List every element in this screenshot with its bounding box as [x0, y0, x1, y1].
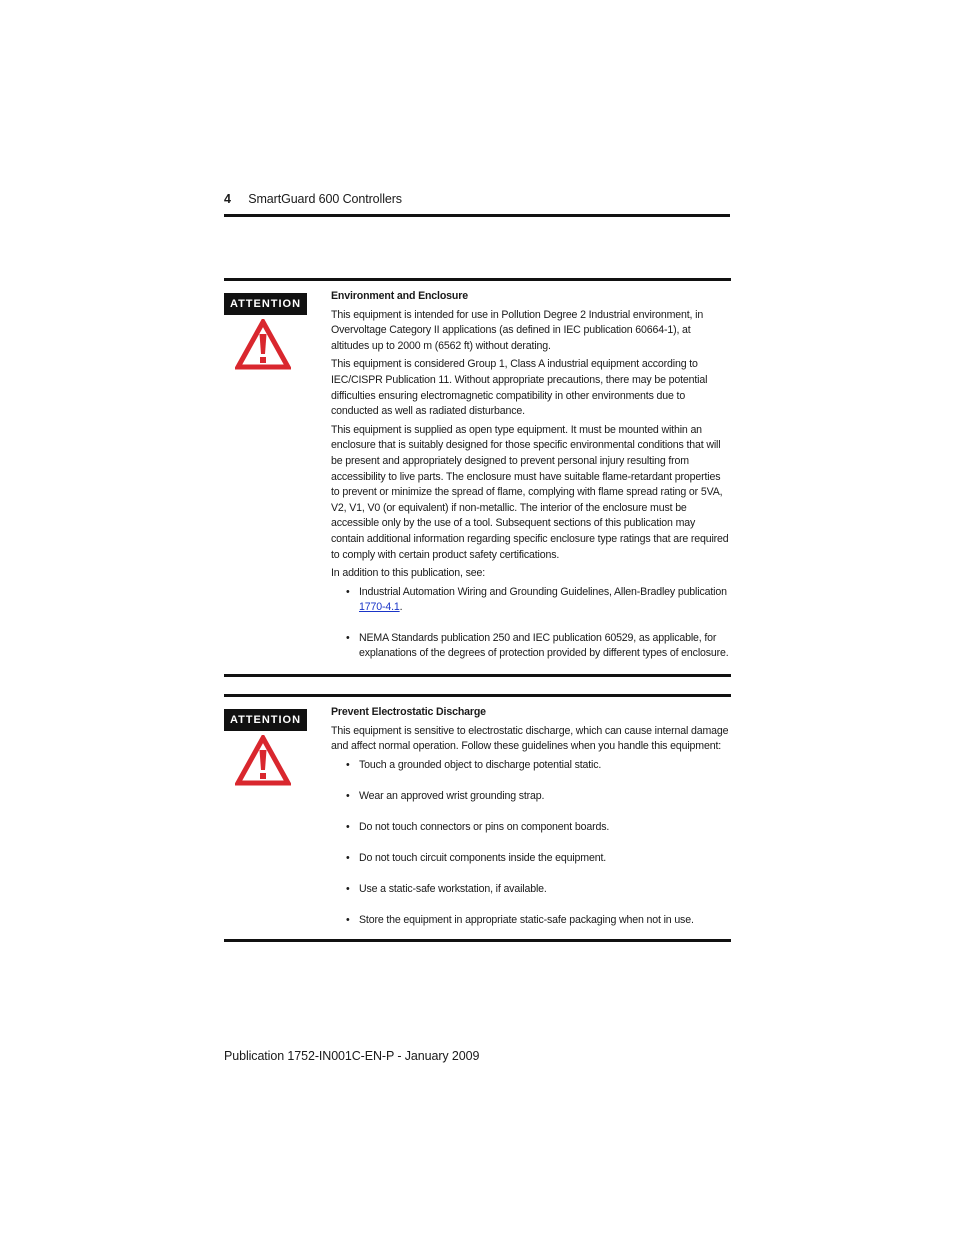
- list-item: • Store the equipment in appropriate static-safe packaging when not in use.: [331, 913, 731, 929]
- paragraph: This equipment is sensitive to electrostatic discharge, which can cause internal damage and affect normal operation. Follow these guidelines when you handle this equipment:: [331, 724, 729, 753]
- section-title: Environment and Enclosure: [331, 290, 468, 302]
- header-rule: [224, 214, 730, 217]
- paragraph: This equipment is considered Group 1, Class A industrial equipment according to IEC/CISPR Publication 11. Without appropriate precautions, there may be potential difficulties ensuring electromagnetic compatibility in other environments due to conducted as well as radiated disturbance.: [331, 358, 708, 418]
- list-item: • Do not touch connectors or pins on component boards.: [331, 820, 731, 836]
- list-item-text: Industrial Automation Wiring and Grounding Guidelines, Allen-Bradley publication: [359, 585, 727, 598]
- block-end-rule: [224, 674, 731, 677]
- paragraph: This equipment is supplied as open type equipment. It must be mounted within an enclosure that is suitably designed for those specific environmental conditions that will be present and appropriately designed to prevent personal injury resulting from accessibility to live parts. The enclosure must have suitable flame-retardant properties to prevent or minimize the spread of flame, complying with flame spread rating or 5VA, V2, V1, V0 (or equivalent) if non-metallic. The interior of the enclosure must be accessible only by the use of a tool. Subsequent sections of this publication may contain additional information regarding specific enclosure type ratings that are required to comply with certain product safety certifications.: [331, 423, 729, 561]
- reference-list: [331, 585, 731, 662]
- list-item: • Use a static-safe workstation, if available.: [331, 882, 731, 898]
- attention-block-esd: [224, 694, 731, 941]
- list-item: [331, 631, 731, 662]
- guideline-list: [331, 758, 731, 929]
- list-item-text: NEMA Standards publication 250 and IEC publication 60529, as applicable, for explanations of the degrees of protection provided by different types of enclosure.: [359, 631, 729, 660]
- paragraph: In addition to this publication, see:: [331, 567, 486, 580]
- attention-content: [331, 289, 731, 662]
- paragraph: This equipment is intended for use in Pollution Degree 2 Industrial environment, in Overvoltage Category II applications (as defined in IEC publication 60664-1), at altitudes up to 2000 m (6562 ft) without derating.: [331, 308, 704, 352]
- attention-content: [331, 705, 731, 944]
- page-header: [224, 192, 402, 206]
- list-item: • Do not touch circuit components inside the equipment.: [331, 851, 731, 867]
- list-item-punct: .: [399, 601, 403, 614]
- document-title: SmartGuard 600 Controllers: [248, 192, 402, 206]
- warning-triangle-icon: [235, 319, 291, 371]
- list-item: • Touch a grounded object to discharge potential static.: [331, 758, 731, 774]
- page-number: 4: [224, 192, 231, 206]
- section-title: Prevent Electrostatic Discharge: [331, 706, 486, 718]
- list-item: • Wear an approved wrist grounding strap.: [331, 789, 731, 805]
- list-item: [331, 585, 731, 616]
- publication-link[interactable]: 1770-4.1: [359, 601, 400, 614]
- publication-footer: Publication 1752-IN001C-EN-P - January 2009: [224, 1049, 480, 1063]
- block-end-rule: [224, 939, 731, 942]
- attention-badge: ATTENTION: [224, 293, 307, 315]
- attention-badge: ATTENTION: [224, 709, 307, 731]
- attention-block-environment: [224, 278, 731, 678]
- warning-triangle-icon: [235, 735, 291, 787]
